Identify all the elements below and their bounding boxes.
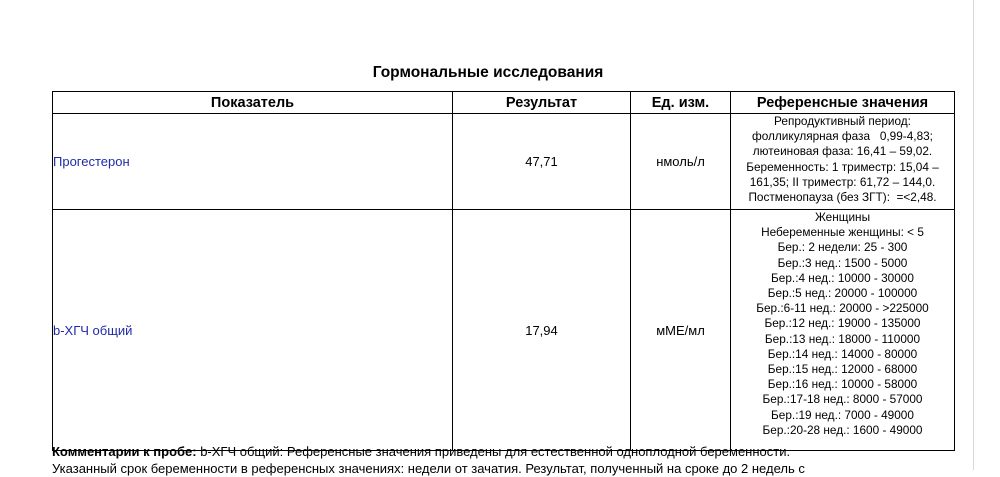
table-row — [53, 114, 955, 210]
comment-text-2: Указанный срок беременности в референсных значениях: недели от зачатия. Результат, полученный на сроке до 2 недель с — [52, 461, 805, 476]
reference-line: Женщины — [814, 210, 871, 224]
unit-value: нмоль/л — [631, 114, 731, 210]
reference-line: Бер.:14 нед.: 14000 - 80000 — [767, 346, 918, 361]
reference-line: Бер.:3 нед.: 1500 - 5000 — [777, 255, 908, 270]
col-header-indicator: Показатель — [53, 92, 453, 114]
sample-comment — [52, 443, 972, 477]
reference-line: Бер.:20-28 нед.: 1600 - 49000 — [762, 422, 923, 437]
reference-line: Постменопауза (без ЗГТ): =<2,48. — [748, 190, 937, 205]
table-row — [53, 210, 955, 451]
comment-line-1 — [52, 443, 972, 460]
col-header-result: Результат — [453, 92, 631, 114]
reference-values — [731, 210, 955, 451]
result-value: 47,71 — [453, 114, 631, 210]
indicator-name: b-ХГЧ общий — [53, 210, 453, 451]
reference-line: Репродуктивный период: — [774, 114, 911, 128]
reference-line: Небеременные женщины: < 5 — [761, 225, 924, 240]
reference-line: Бер.:12 нед.: 19000 - 135000 — [764, 316, 921, 331]
reference-line: Бер.:17-18 нед.: 8000 - 57000 — [762, 392, 923, 407]
reference-line: Бер.:19 нед.: 7000 - 49000 — [771, 407, 914, 422]
unit-value: мМЕ/мл — [631, 210, 731, 451]
reference-line: Беременность: 1 триместр: 15,04 – — [746, 159, 939, 174]
reference-line: Бер.:4 нед.: 10000 - 30000 — [771, 270, 914, 285]
comment-text-1: b-ХГЧ общий: Референсные значения приведены для естественной одноплодной беременности. — [196, 444, 791, 459]
col-header-unit: Ед. изм. — [631, 92, 731, 114]
results-table — [52, 91, 955, 451]
reference-line: Бер.:5 нед.: 20000 - 100000 — [767, 286, 918, 301]
reference-line: фолликулярная фаза 0,99-4,83; — [752, 129, 933, 144]
table-header-row — [53, 92, 955, 114]
reference-line: Бер.:16 нед.: 10000 - 58000 — [767, 377, 918, 392]
page-title: Гормональные исследования — [372, 64, 604, 81]
indicator-name: Прогестерон — [53, 114, 453, 210]
result-value: 17,94 — [453, 210, 631, 451]
col-header-reference: Референсные значения — [731, 92, 955, 114]
reference-line: лютеиновая фаза: 16,41 – 59,02. — [752, 144, 933, 159]
reference-line: Бер.: 2 недели: 25 - 300 — [777, 240, 908, 255]
reference-line: Бер.:6-11 нед.: 20000 - >225000 — [756, 301, 929, 316]
reference-line: Бер.:15 нед.: 12000 - 68000 — [767, 362, 918, 377]
reference-line: Бер.:13 нед.: 18000 - 110000 — [764, 331, 921, 346]
comment-label: Комментарии к пробе: — [52, 444, 197, 459]
reference-values — [731, 114, 955, 210]
reference-line: 161,35; II триместр: 61,72 – 144,0. — [749, 174, 936, 189]
